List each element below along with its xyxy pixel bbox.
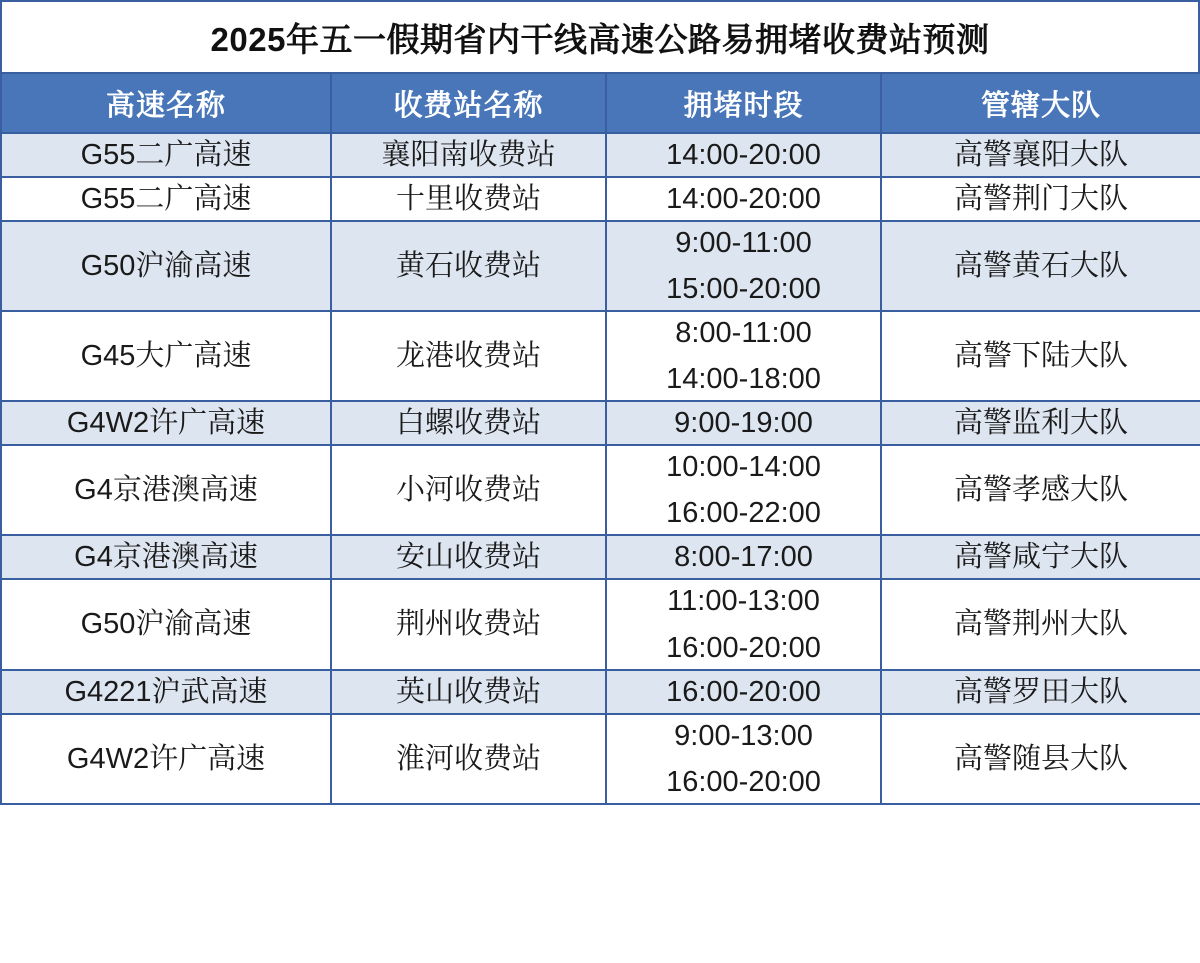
title-bar	[0, 0, 1200, 72]
cell-congestion-time	[606, 579, 881, 669]
cell-congestion-time	[606, 133, 881, 177]
time-range: 9:00-13:00	[674, 719, 813, 752]
cell-highway: G50沪渝高速	[1, 221, 331, 311]
table-header	[1, 73, 1200, 133]
cell-congestion-time	[606, 177, 881, 221]
cell-unit: 高警下陆大队	[881, 311, 1200, 401]
time-range: 9:00-19:00	[674, 407, 813, 440]
time-range: 14:00-20:00	[666, 183, 821, 216]
column-header-station: 收费站名称	[331, 73, 606, 133]
cell-station: 荆州收费站	[331, 579, 606, 669]
table-row	[1, 221, 1200, 311]
table-header-row	[1, 73, 1200, 133]
cell-station: 十里收费站	[331, 177, 606, 221]
cell-congestion-time	[606, 311, 881, 401]
cell-highway: G4221沪武高速	[1, 670, 331, 714]
cell-congestion-time	[606, 535, 881, 579]
time-range: 16:00-20:00	[666, 631, 821, 664]
cell-unit: 高警罗田大队	[881, 670, 1200, 714]
column-header-time: 拥堵时段	[606, 73, 881, 133]
time-range: 14:00-18:00	[666, 363, 821, 396]
table-row	[1, 133, 1200, 177]
table-row	[1, 177, 1200, 221]
congestion-forecast-table	[0, 72, 1200, 805]
table-row	[1, 311, 1200, 401]
cell-highway: G55二广高速	[1, 177, 331, 221]
cell-congestion-time	[606, 670, 881, 714]
table-row	[1, 445, 1200, 535]
time-range: 10:00-14:00	[666, 451, 821, 484]
cell-unit: 高警荆州大队	[881, 579, 1200, 669]
time-range: 8:00-17:00	[674, 541, 813, 574]
cell-highway: G45大广高速	[1, 311, 331, 401]
cell-unit: 高警襄阳大队	[881, 133, 1200, 177]
table-row	[1, 670, 1200, 714]
cell-congestion-time	[606, 401, 881, 445]
column-header-highway: 高速名称	[1, 73, 331, 133]
cell-congestion-time	[606, 221, 881, 311]
column-header-unit: 管辖大队	[881, 73, 1200, 133]
cell-highway: G50沪渝高速	[1, 579, 331, 669]
time-range: 16:00-20:00	[666, 765, 821, 798]
cell-station: 英山收费站	[331, 670, 606, 714]
table-row	[1, 401, 1200, 445]
table-body	[1, 133, 1200, 804]
cell-station: 白螺收费站	[331, 401, 606, 445]
cell-station: 襄阳南收费站	[331, 133, 606, 177]
time-range: 16:00-20:00	[666, 675, 821, 708]
time-range: 14:00-20:00	[666, 139, 821, 171]
time-range: 11:00-13:00	[667, 585, 820, 618]
cell-highway: G4W2许广高速	[1, 714, 331, 804]
cell-unit: 高警孝感大队	[881, 445, 1200, 535]
cell-station: 安山收费站	[331, 535, 606, 579]
cell-congestion-time	[606, 445, 881, 535]
cell-congestion-time	[606, 714, 881, 804]
cell-highway: G4京港澳高速	[1, 445, 331, 535]
cell-station: 黄石收费站	[331, 221, 606, 311]
cell-unit: 高警黄石大队	[881, 221, 1200, 311]
cell-station: 淮河收费站	[331, 714, 606, 804]
page-title: 2025年五一假期省内干线高速公路易拥堵收费站预测	[210, 20, 990, 58]
cell-station: 小河收费站	[331, 445, 606, 535]
cell-highway: G4京港澳高速	[1, 535, 331, 579]
cell-unit: 高警随县大队	[881, 714, 1200, 804]
cell-unit: 高警咸宁大队	[881, 535, 1200, 579]
cell-unit: 高警监利大队	[881, 401, 1200, 445]
cell-highway: G55二广高速	[1, 133, 331, 177]
cell-unit: 高警荆门大队	[881, 177, 1200, 221]
cell-station: 龙港收费站	[331, 311, 606, 401]
cell-highway: G4W2许广高速	[1, 401, 331, 445]
table-row	[1, 714, 1200, 804]
table-row	[1, 579, 1200, 669]
time-range: 9:00-11:00	[675, 227, 812, 260]
time-range: 16:00-22:00	[666, 497, 821, 530]
time-range: 15:00-20:00	[666, 273, 821, 306]
table-row	[1, 535, 1200, 579]
time-range: 8:00-11:00	[675, 317, 812, 350]
